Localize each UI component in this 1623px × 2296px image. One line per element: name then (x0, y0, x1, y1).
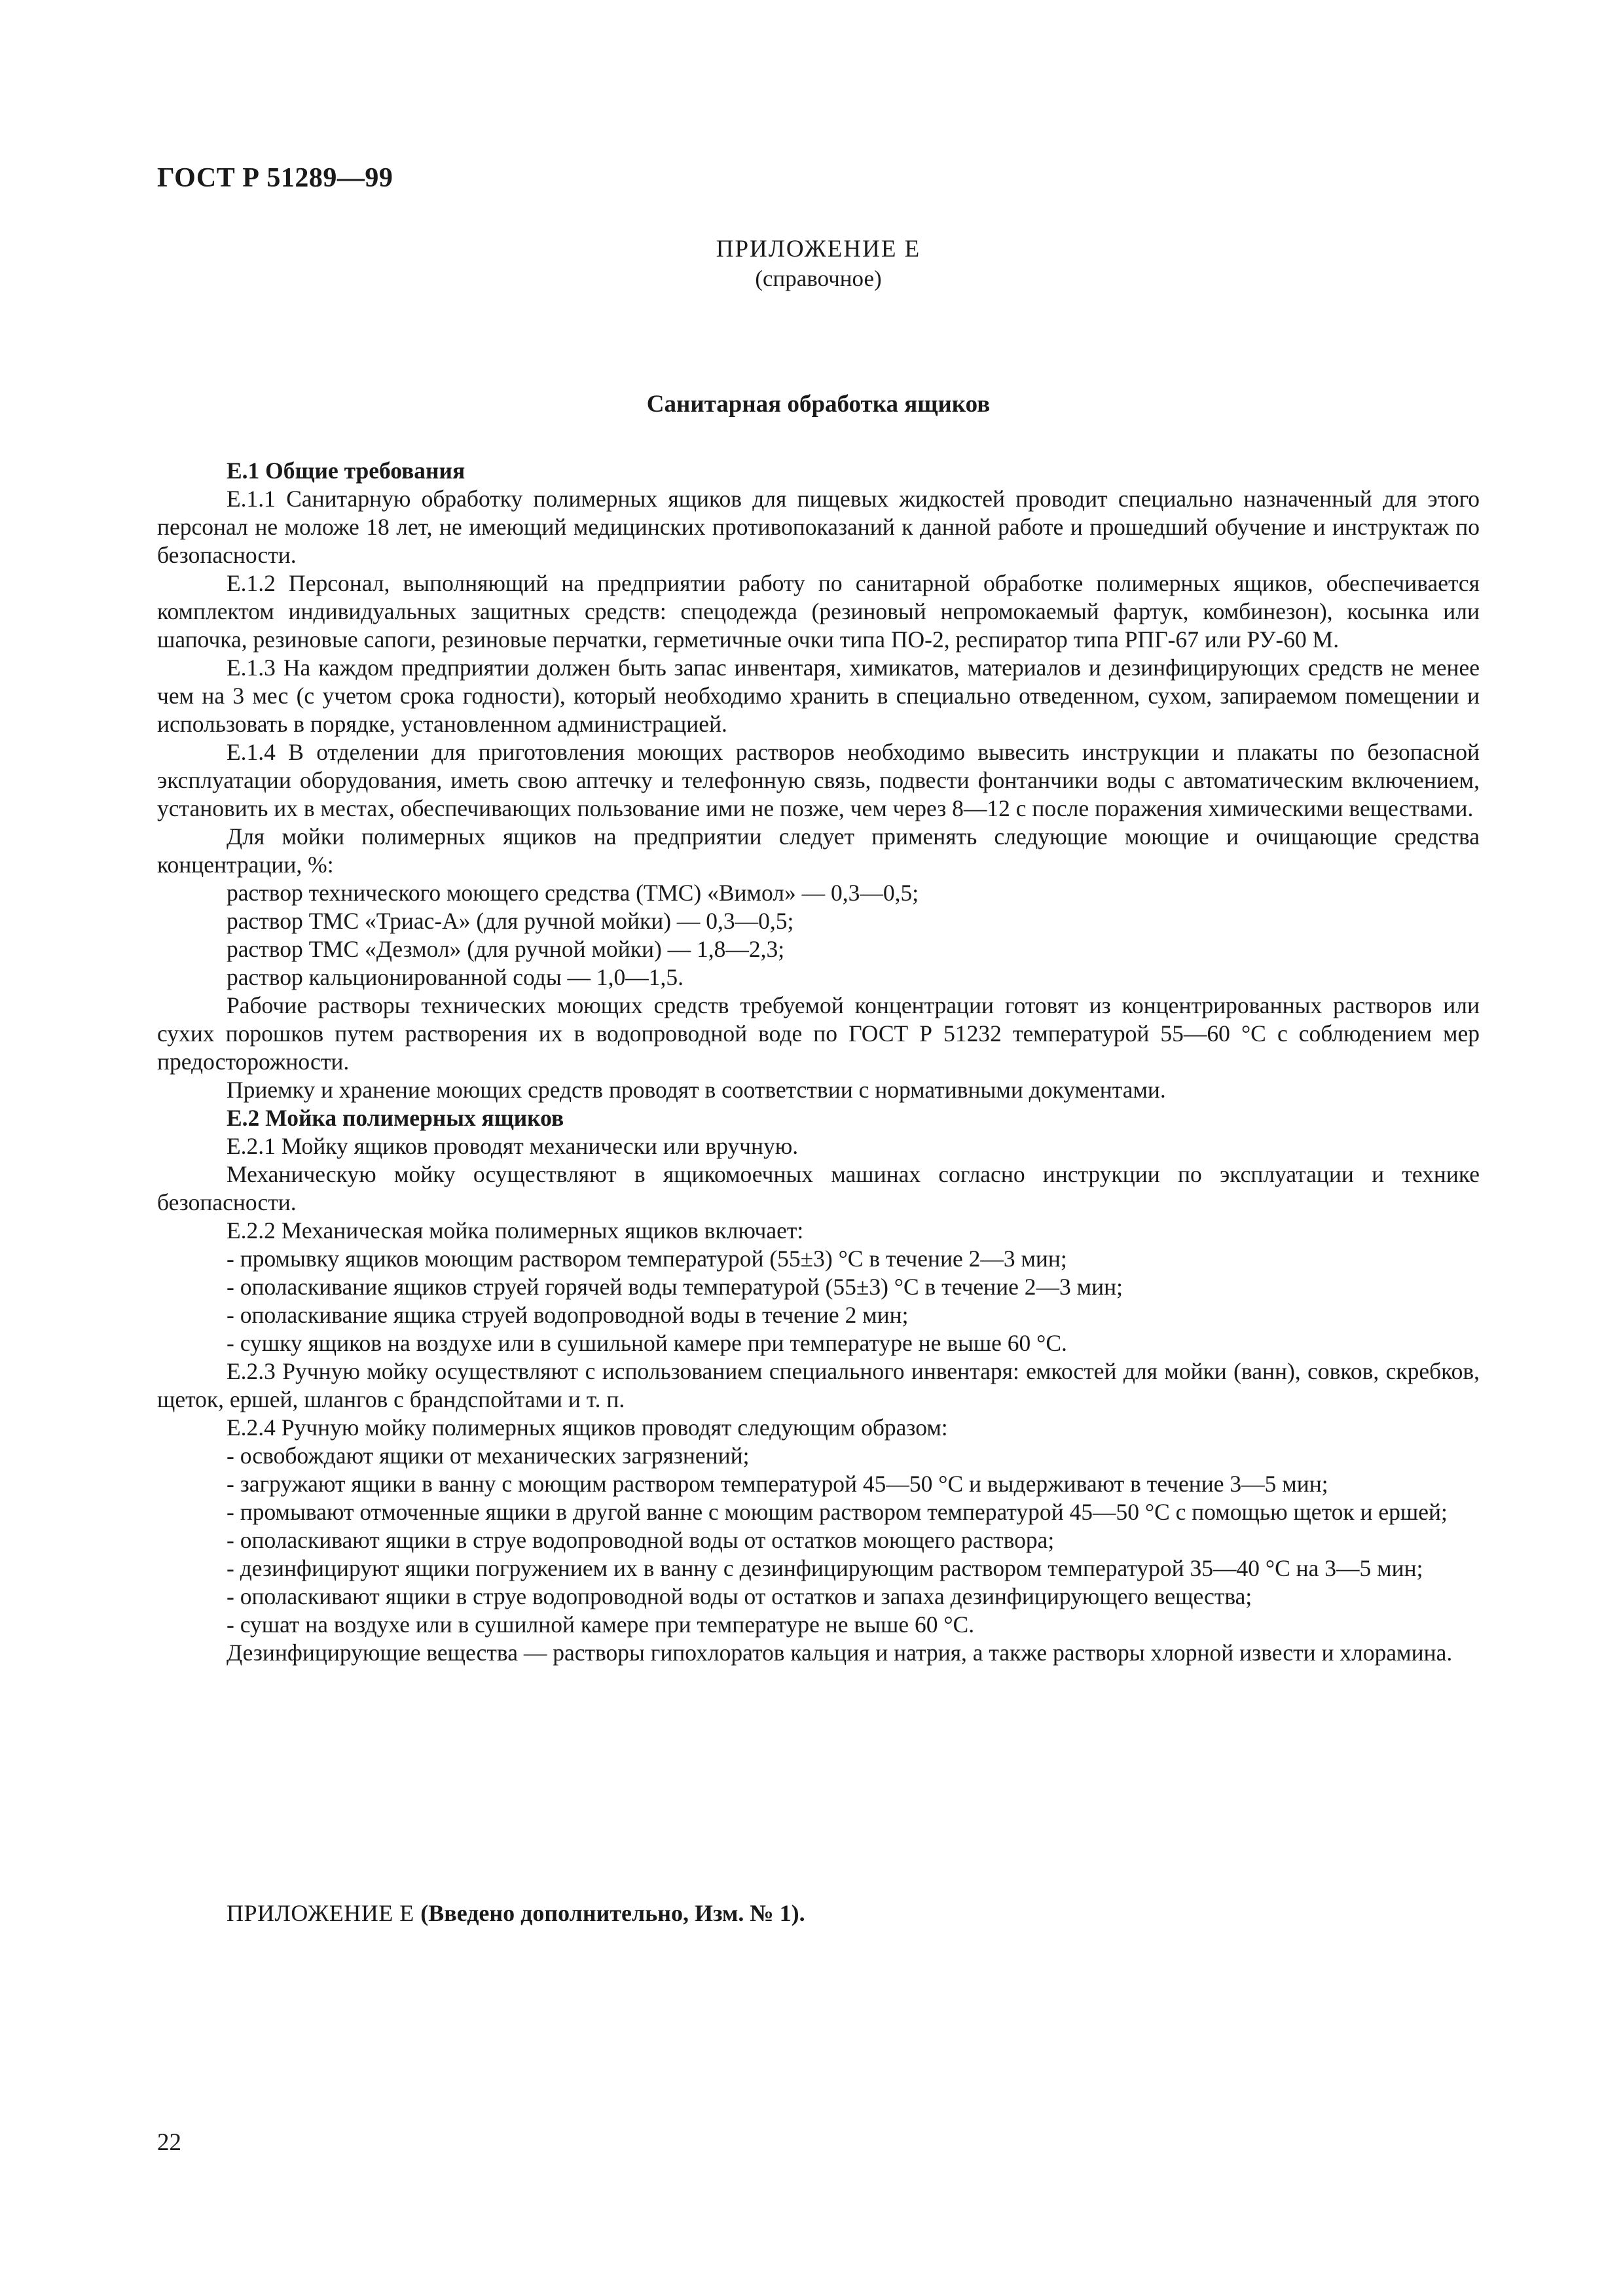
document-body (157, 457, 1480, 1667)
paragraph: Е.1.3 На каждом предприятии должен быть запас инвентаря, химикатов, материалов и дезинфицирующих средств не менее чем на 3 мес (с учетом срока годности), который необходимо хранить в специально отведенном, сухом, запираемом помещении и использовать в порядке, установленном администрацией. (157, 655, 1480, 737)
subsection-heading: Е.2 Мойка полимерных ящиков (227, 1105, 564, 1131)
paragraph: Е.1.4 В отделении для приготовления моющих растворов необходимо вывесить инструкции и плакаты по безопасной эксплуатации оборудования, иметь свою аптечку и телефонную связь, подвести фонтанчики воды с автоматическим включением, установить их в местах, обеспечивающих пользование ими не позже, чем через 8—12 с после поражения химическими веществами. (157, 739, 1480, 821)
appendix-heading (157, 234, 1480, 293)
paragraph: Е.2.3 Ручную мойку осуществляют с использованием специального инвентаря: емкостей для мойки (ванн), совков, скребков, щеток, ершей, шлангов с брандспойтами и т. п. (157, 1358, 1480, 1412)
paragraph: - ополаскивают ящики в струе водопроводной воды от остатков и запаха дезинфицирующего вещества; (227, 1583, 1252, 1609)
paragraph: Е.2.2 Механическая мойка полимерных ящиков включает: (227, 1217, 804, 1244)
paragraph: Е.1.2 Персонал, выполняющий на предприятии работу по санитарной обработке полимерных ящиков, обеспечивается комплектом индивидуальных защитных средств: спецодежда (резиновый непромокаемый фартук, комбинезон), косынка или шапочка, резиновые сапоги, резиновые перчатки, герметичные очки типа ПО-2, респиратор типа РПГ-67 или РУ-60 М. (157, 570, 1480, 653)
appendix-title: ПРИЛОЖЕНИЕ Е (716, 236, 921, 262)
paragraph: раствор ТМС «Триас-А» (для ручной мойки) — 0,3—0,5; (227, 908, 794, 934)
appendix-subtitle: (справочное) (755, 266, 882, 291)
paragraph: Для мойки полимерных ящиков на предприятии следует применять следующие моющие и очищающие средства концентрации, %: (157, 823, 1480, 878)
paragraph: - промывают отмоченные ящики в другой ванне с моющим раствором температурой 45—50 °С с помощью щеток и ершей; (227, 1499, 1448, 1525)
paragraph: Е.2.4 Ручную мойку полимерных ящиков проводят следующим образом: (227, 1414, 948, 1441)
paragraph: Рабочие растворы технических моющих средств требуемой концентрации готовят из концентрированных растворов или сухих порошков путем растворения их в водопроводной воде по ГОСТ Р 51232 температурой 55—60 °С с соблюдением мер предосторожности. (157, 992, 1480, 1075)
paragraph: - сушку ящиков на воздухе или в сушильной камере при температуре не выше 60 °С. (227, 1330, 1067, 1356)
closing-note (227, 1899, 805, 1927)
page-number: 22 (157, 2129, 181, 2156)
closing-label: ПРИЛОЖЕНИЕ Е (227, 1900, 414, 1926)
paragraph: - загружают ящики в ванну с моющим раствором температурой 45—50 °С и выдерживают в течение 3—5 мин; (227, 1471, 1328, 1497)
paragraph: Приемку и хранение моющих средств проводят в соответствии с нормативными документами. (227, 1077, 1166, 1103)
paragraph: - ополаскивание ящиков струей горячей воды температурой (55±3) °С в течение 2—3 мин; (227, 1274, 1123, 1300)
paragraph: - сушат на воздухе или в сушилной камере при температуре не выше 60 °С. (227, 1611, 975, 1638)
paragraph: Дезинфицирующие вещества — растворы гипохлоратов кальция и натрия, а также растворы хлорной извести и хлорамина. (227, 1640, 1453, 1666)
section-title: Санитарная обработка ящиков (646, 391, 991, 418)
paragraph: - ополаскивают ящики в струе водопроводной воды от остатков моющего раствора; (227, 1527, 1055, 1553)
paragraph: раствор кальционированной соды — 1,0—1,5. (227, 964, 684, 990)
paragraph: раствор ТМС «Дезмол» (для ручной мойки) — 1,8—2,3; (227, 936, 785, 962)
document-code: ГОСТ Р 51289—99 (157, 163, 393, 193)
paragraph: Е.2.1 Мойку ящиков проводят механически или вручную. (227, 1133, 799, 1159)
paragraph: - промывку ящиков моющим раствором температурой (55±3) °С в течение 2—3 мин; (227, 1246, 1067, 1272)
paragraph: - ополаскивание ящика струей водопроводной воды в течение 2 мин; (227, 1302, 909, 1328)
closing-amendment: (Введено дополнительно, Изм. № 1). (420, 1900, 805, 1926)
paragraph: Е.1.1 Санитарную обработку полимерных ящиков для пищевых жидкостей проводит специально назначенный для этого персонал не моложе 18 лет, не имеющий медицинских противопоказаний к данной работе и прошедший обучение и инструктаж по безопасности. (157, 486, 1480, 568)
paragraph: - дезинфицируют ящики погружением их в ванну с дезинфицирующим раствором температурой 35—40 °С на 3—5 мин; (227, 1555, 1423, 1581)
paragraph: раствор технического моющего средства (ТМС) «Вимол» — 0,3—0,5; (227, 880, 919, 906)
paragraph: Механическую мойку осуществляют в ящикомоечных машинах согласно инструкции по эксплуатации и технике безопасности. (157, 1161, 1480, 1215)
paragraph: - освобождают ящики от механических загрязнений; (227, 1443, 750, 1469)
subsection-heading: Е.1 Общие требования (227, 457, 465, 484)
